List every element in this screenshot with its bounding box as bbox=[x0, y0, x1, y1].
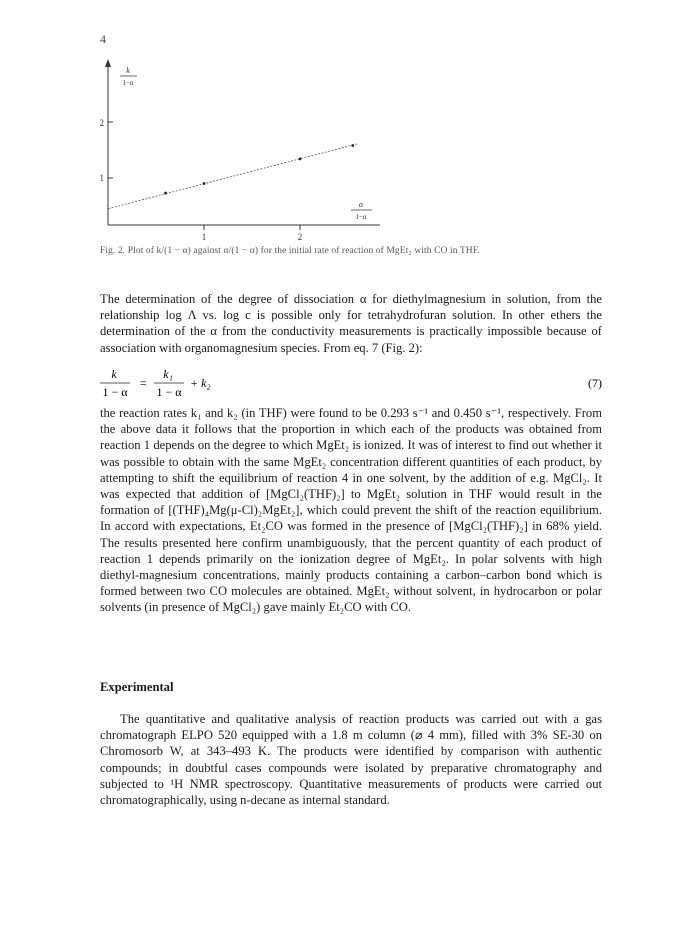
eq-rhs-num: k₁ bbox=[163, 367, 173, 381]
data-point bbox=[164, 192, 167, 195]
data-points bbox=[164, 144, 354, 194]
data-point bbox=[351, 144, 354, 147]
paragraph-3: The quantitative and qualitative analysis of reaction products was carried out with a gas chromatograph ELPO 520 equipped with a 1.8 m column (⌀ 4 mm), filled with 3% SE-30 on Chromosorb W, at 343–493 K. The products were identified by comparison with authentic compounds; in doubtful cases compounds were isolated by preparative chromatography and subjected to ¹H NMR spectroscopy. Quantitative measurements of products were carried out chromatographically, using n-decane as internal standard. bbox=[100, 712, 602, 808]
x-tick-1-label: 1 bbox=[201, 232, 207, 242]
y-tick-1-label: 1 bbox=[99, 173, 104, 183]
figure-2-plot bbox=[80, 55, 600, 245]
section-heading-experimental: Experimental bbox=[100, 680, 174, 694]
eq-sign: = bbox=[140, 376, 147, 390]
y-axis-label-den: 1−α bbox=[122, 79, 134, 87]
data-point bbox=[203, 182, 206, 185]
eq-number: (7) bbox=[588, 376, 602, 390]
y-axis-label-num: k bbox=[126, 66, 130, 75]
page-number: 4 bbox=[100, 32, 106, 46]
eq-rhs-rest: + k₂ bbox=[190, 376, 211, 390]
paragraph-1: The determination of the degree of dissociation α for diethylmagnesium in solution, from the relationship log Λ vs. log c is possible only for tetrahydrofuran solution. In other ethers the determination of the α from the conductivity measurements is practically impossible because of association with organomagnesium species. From eq. 7 (Fig. 2): bbox=[100, 292, 602, 355]
x-axis-label-num: α bbox=[358, 200, 364, 209]
figure-caption: Fig. 2. Plot of k/(1 − α) against α/(1 − α) for the initial rate of reaction of MgEt₂ with CO in THF. bbox=[100, 246, 480, 256]
eq-rhs-den: 1 − α bbox=[156, 385, 182, 399]
paragraph-2: the reaction rates k₁ and k₂ (in THF) were found to be 0.293 s⁻¹ and 0.450 s⁻¹, respectively. From the above data it follows that the proportion in which each of the products was obtained from reaction 1 depends on the degree to which MgEt₂ is ionized. It was of interest to find out whether it was possible to obtain with the same MgEt₂ concentration different quantities of each product, by attempting to shift the equilibrium of reaction 4 in one solvent, by the addition of e.g. MgCl₂. It was expected that addition of [MgCl₂(THF)₂] to MgEt₂ solution in THF would result in the formation of [(THF)₄Mg(μ-Cl)₂MgEt₂], which could prevent the shift of the reaction equilibrium. In accord with expectations, Et₂CO was formed in the presence of [MgCl₂(THF)₂] in 68% yield. The results presented here confirm unambiguously, that the percent quantity of each product of reaction 1 depends primarily on the ionization degree of MgEt₂. In polar solvents with high diethyl-magnesium concentrations, mainly products containing a carbon–carbon bond which is formed between two CO molecules are obtained. MgEt₂ without solvent, in hydrocarbon or polar solvents (in presence of MgCl₂) gave mainly Et₂CO with CO. bbox=[100, 406, 602, 615]
fit-line bbox=[108, 144, 358, 209]
eq-lhs-den: 1 − α bbox=[102, 385, 128, 399]
x-axis-label-den: 1−α bbox=[355, 213, 367, 221]
data-point bbox=[299, 158, 302, 161]
y-axis-arrow bbox=[105, 59, 111, 67]
x-tick-2-label: 2 bbox=[297, 232, 303, 242]
y-tick-2-label: 2 bbox=[99, 118, 104, 128]
equation-7 bbox=[100, 366, 605, 402]
eq-lhs-num: k bbox=[111, 367, 117, 381]
